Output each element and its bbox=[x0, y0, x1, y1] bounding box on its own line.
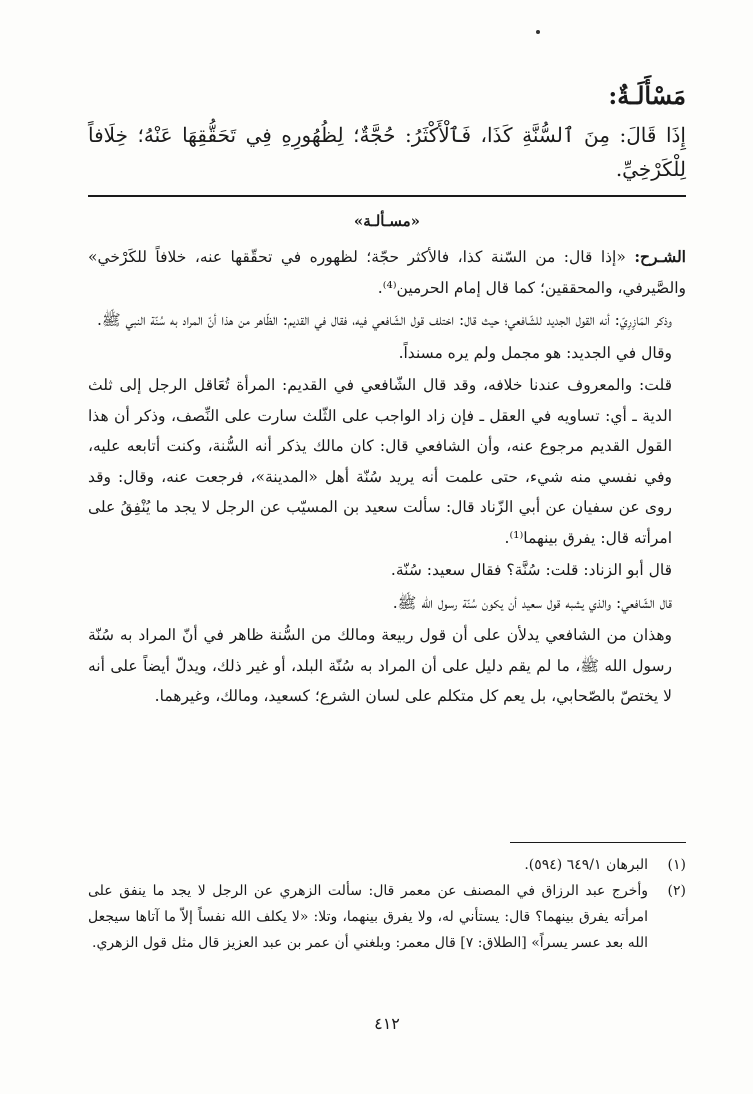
sharh-lead: الشـرح: bbox=[634, 247, 686, 266]
footnote-text: وأخرج عبد الرزاق في المصنف عن معمر قال: سألت الزهري عن الرجل لا يجد ما ينفق على امرأته يفرق بينهما؟ قال: يستأني له، ولا يفرق بينهما، وتلا: «لا يكلف الله نفساً إلاّ ما آتاها سيجعل الله بعد عسر يسراً» [الطلاق: ٧] قال معمر: وبلغني أن عمر بن عبد العزيز قال مثل قول الزهري. bbox=[88, 883, 648, 951]
sharh-subheading: «مسـألـة» bbox=[353, 212, 421, 230]
sharh-paragraph-text: «إذا قال: من السّنة كذا، فالأكثر حجّة؛ لظهوره في تحقّقها عنه، خلافاً للكَرْخي» والصَّيرفي، والمحققين؛ كما قال إمام الحرمين⁽⁴⁾. bbox=[88, 248, 686, 297]
footnote-divider bbox=[510, 842, 686, 843]
page-number: ٤١٢ bbox=[374, 1014, 400, 1033]
footnote-number: (٢) bbox=[667, 883, 686, 899]
matn-text: إِذَا قَالَ: مِنَ ٱلسُّنَّةِ كَذَا، فَٱلْأَكْثَرُ: حُجَّةٌ؛ لِظُهُورِهِ فِي تَحَقُّقِهَا عَنْهُ؛ خِلَافاً لِلْكَرْخِيِّ. bbox=[88, 123, 686, 181]
ink-dot bbox=[536, 30, 540, 34]
sharh-section bbox=[88, 242, 686, 714]
sharh-paragraph: قال أبو الزناد: قلت: سُنَّة؟ فقال سعيد: سُنّة. bbox=[390, 561, 672, 579]
footnote bbox=[88, 878, 686, 956]
matn-divider bbox=[88, 195, 686, 197]
footnote-number: (١) bbox=[667, 857, 686, 873]
masala-heading: مَسْأَلَـةٌ: bbox=[608, 81, 686, 110]
footnotes bbox=[88, 852, 686, 956]
footnote-text: البرهان ٦٤٩/١ (٥٩٤). bbox=[524, 857, 648, 873]
sharh-paragraph bbox=[88, 242, 686, 303]
sharh-paragraph: وهذان من الشافعي يدلأن على أن قول ربيعة ومالك من السُّنة ظاهر في أنّ المراد به سُنّة رسول الله ﷺ، ما لم يقم دليل على أن المراد به سُنّة البلد، أو غير ذلك، ويدلّ أيضاً على أنه لا يختصّ بالصّحابي، بل يعم كل متكلم على لسان الشرع؛ كسعيد، ومالك، وغيرهما. bbox=[88, 626, 673, 705]
sharh-paragraph: قال الشّافعي: والذي يشبه قول سعيد أن يكون سُنّة رسول الله ﷺ. bbox=[392, 593, 672, 612]
footnote bbox=[88, 852, 686, 878]
sharh-paragraph: وقال في الجديد: هو مجمل ولم يره مسنداً. bbox=[398, 343, 672, 362]
sharh-paragraph: وذكر المَازِرِيّ: أنه القول الجديد للشّافعي؛ حيث قال: اختلف قول الشّافعي فيه، فقال في القديم: الظّاهر من هذا أنّ المراد به سُنّة النبي ﷺ. bbox=[96, 311, 672, 329]
sharh-paragraph: قلت: والمعروف عندنا خلافه، وقد قال الشّافعي في القديم: المرأة تُعَاقل الرجل إلى ثلث الدية ـ أي: تساويه في العقل ـ فإن زاد الواجب على الثّلث سارت على النِّصف، وذكر أن هذا القول القديم مرجوع عنه، وأن الشافعي قال: كان مالك يذكر أنه السُّنة، وكنت أتابعه عليه، وفي نفسي منه شيء، حتى علمت أنه يريد سُنّة أهل «المدينة»، فرجعت عنه، وقال: وقد روى عن سفيان عن أبي الزّناد قال: سألت سعيد بن المسيّب عن الرجل لا يجد ما يُنْفِقُ على امرأته قال: يفرق بينهما⁽¹⁾. bbox=[88, 376, 672, 547]
